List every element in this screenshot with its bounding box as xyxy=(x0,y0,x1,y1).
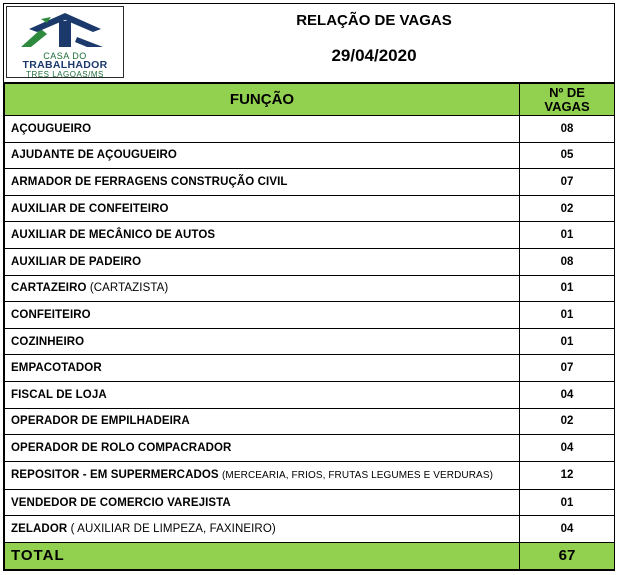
function-name: FISCAL DE LOJA xyxy=(11,388,107,401)
vacancy-count: 07 xyxy=(520,169,615,196)
column-header-function: FUNÇÃO xyxy=(5,84,520,116)
function-cell xyxy=(5,516,520,543)
table-row xyxy=(5,516,615,543)
logo-line3: TRES LAGOAS/MS xyxy=(26,70,104,79)
function-cell xyxy=(5,169,520,196)
vacancy-sheet xyxy=(3,3,615,571)
function-cell xyxy=(5,355,520,382)
vacancy-count: 12 xyxy=(520,461,615,489)
function-name: OPERADOR DE EMPILHADEIRA xyxy=(11,415,190,428)
function-cell xyxy=(5,275,520,302)
report-date: 29/04/2020 xyxy=(331,46,417,65)
function-name: ARMADOR DE FERRAGENS CONSTRUÇÃO CIVIL xyxy=(11,175,288,188)
function-name: AUXILIAR DE CONFEITEIRO xyxy=(11,202,169,215)
function-name: ZELADOR xyxy=(11,523,68,536)
vacancy-count: 04 xyxy=(520,516,615,543)
function-cell xyxy=(5,142,520,169)
function-name: VENDEDOR DE COMERCIO VAREJISTA xyxy=(11,496,231,509)
function-name: REPOSITOR - EM SUPERMERCADOS xyxy=(11,468,219,481)
casa-do-trabalhador-logo xyxy=(6,6,124,78)
table-row xyxy=(5,328,615,355)
vacancy-count: 01 xyxy=(520,328,615,355)
table-row xyxy=(5,435,615,462)
function-cell xyxy=(5,302,520,329)
table-row xyxy=(5,195,615,222)
vacancy-count: 04 xyxy=(520,435,615,462)
table-row xyxy=(5,275,615,302)
function-name: EMPACOTADOR xyxy=(11,362,102,375)
function-cell xyxy=(5,116,520,143)
function-name: CONFEITEIRO xyxy=(11,308,91,321)
function-name: AJUDANTE DE AÇOUGUEIRO xyxy=(11,149,177,162)
function-cell xyxy=(5,328,520,355)
column-header-vacancies-line2: VAGAS xyxy=(544,98,590,114)
vacancy-count: 02 xyxy=(520,195,615,222)
vacancy-count: 01 xyxy=(520,222,615,249)
table-row xyxy=(5,408,615,435)
function-detail: (CARTAZISTA) xyxy=(89,282,169,295)
function-name: AÇOUGUEIRO xyxy=(11,122,92,135)
page-title: RELAÇÃO DE VAGAS xyxy=(296,12,452,29)
vacancy-table xyxy=(4,83,615,570)
vacancy-count: 08 xyxy=(520,248,615,275)
sheet-header xyxy=(4,4,614,83)
function-cell xyxy=(5,408,520,435)
function-cell xyxy=(5,222,520,249)
table-row xyxy=(5,489,615,516)
house-roof-icon xyxy=(7,7,123,53)
table-row xyxy=(5,248,615,275)
table-row xyxy=(5,302,615,329)
function-cell xyxy=(5,248,520,275)
vacancy-count: 01 xyxy=(520,275,615,302)
total-label: TOTAL xyxy=(5,542,520,569)
table-row xyxy=(5,169,615,196)
function-cell xyxy=(5,195,520,222)
function-detail: (MERCEARIA, FRIOS, FRUTAS LEGUMES E VERDURAS) xyxy=(222,469,494,481)
total-row xyxy=(5,542,615,569)
function-cell xyxy=(5,489,520,516)
vacancy-count: 01 xyxy=(520,302,615,329)
table-row xyxy=(5,381,615,408)
function-name: CARTAZEIRO xyxy=(11,282,87,295)
function-detail: ( AUXILIAR DE LIMPEZA, FAXINEIRO) xyxy=(70,523,276,536)
vacancy-count: 05 xyxy=(520,142,615,169)
function-cell xyxy=(5,461,520,489)
function-cell xyxy=(5,381,520,408)
function-name: AUXILIAR DE PADEIRO xyxy=(11,255,142,268)
logo-line2: TRABALHADOR xyxy=(22,59,108,71)
function-name: AUXILIAR DE MECÂNICO DE AUTOS xyxy=(11,229,216,242)
vacancy-count: 04 xyxy=(520,381,615,408)
table-header-row xyxy=(5,84,615,116)
vacancy-count: 08 xyxy=(520,116,615,143)
vacancy-count: 01 xyxy=(520,489,615,516)
function-name: OPERADOR DE ROLO COMPACRADOR xyxy=(11,441,232,454)
column-header-vacancies-line1: Nº DE xyxy=(549,84,585,100)
total-value: 67 xyxy=(520,542,615,569)
function-cell xyxy=(5,435,520,462)
table-row xyxy=(5,142,615,169)
table-row xyxy=(5,116,615,143)
function-name: COZINHEIRO xyxy=(11,335,85,348)
table-row xyxy=(5,461,615,489)
table-row xyxy=(5,355,615,382)
vacancy-count: 02 xyxy=(520,408,615,435)
table-row xyxy=(5,222,615,249)
logo-line1: CASA DO xyxy=(43,51,87,61)
column-header-vacancies xyxy=(520,84,615,116)
vacancy-count: 07 xyxy=(520,355,615,382)
